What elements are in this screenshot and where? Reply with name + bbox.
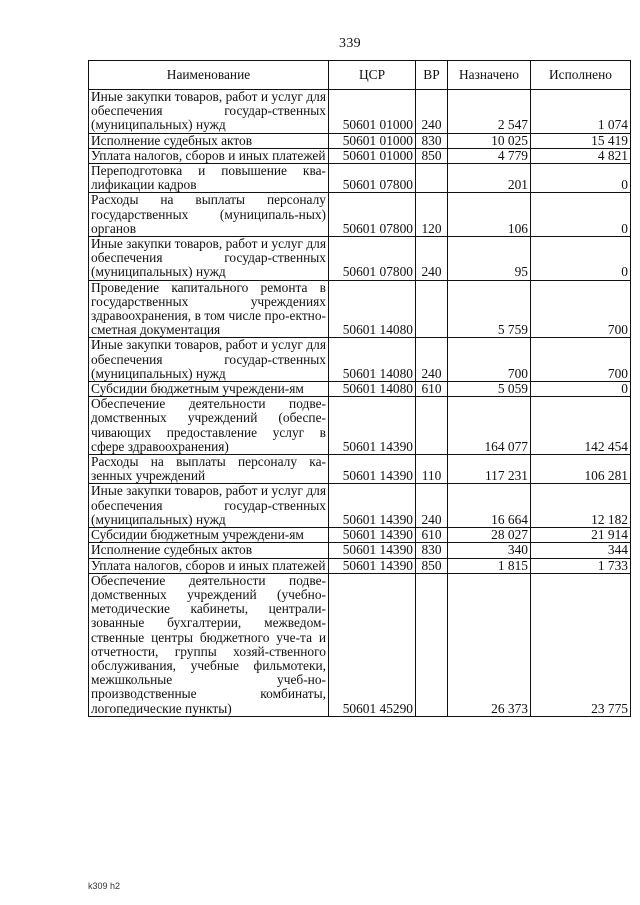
row-vr xyxy=(416,573,448,716)
table-row xyxy=(89,397,631,455)
header-assigned: Назначено xyxy=(448,61,531,90)
table-row xyxy=(89,280,631,338)
row-assigned: 5 759 xyxy=(448,280,531,338)
row-name: Иные закупки товаров, работ и услуг для обеспечения государ-ственных (муниципальных) нужд xyxy=(89,338,329,382)
row-assigned: 28 027 xyxy=(448,528,531,543)
budget-table xyxy=(88,60,631,717)
table-row xyxy=(89,543,631,558)
row-assigned: 117 231 xyxy=(448,455,531,484)
row-vr: 240 xyxy=(416,484,448,528)
row-executed: 0 xyxy=(531,382,631,397)
table-row xyxy=(89,193,631,237)
table-body xyxy=(89,90,631,717)
row-csr: 50601 14080 xyxy=(329,280,416,338)
row-name: Уплата налогов, сборов и иных платежей xyxy=(89,148,329,163)
row-executed: 23 775 xyxy=(531,573,631,716)
table-row xyxy=(89,382,631,397)
row-assigned: 201 xyxy=(448,164,531,193)
table-row xyxy=(89,133,631,148)
row-executed: 21 914 xyxy=(531,528,631,543)
table-row xyxy=(89,164,631,193)
row-vr: 240 xyxy=(416,237,448,281)
row-name: Уплата налогов, сборов и иных платежей xyxy=(89,558,329,573)
row-executed: 700 xyxy=(531,338,631,382)
row-executed: 106 281 xyxy=(531,455,631,484)
row-csr: 50601 01000 xyxy=(329,148,416,163)
row-executed: 700 xyxy=(531,280,631,338)
row-assigned: 106 xyxy=(448,193,531,237)
footer-code: k309 h2 xyxy=(88,881,121,891)
row-csr: 50601 07800 xyxy=(329,193,416,237)
row-vr: 610 xyxy=(416,528,448,543)
row-name: Исполнение судебных актов xyxy=(89,133,329,148)
row-assigned: 95 xyxy=(448,237,531,281)
row-executed: 344 xyxy=(531,543,631,558)
table-row xyxy=(89,455,631,484)
row-vr: 110 xyxy=(416,455,448,484)
table-row xyxy=(89,484,631,528)
row-vr: 830 xyxy=(416,543,448,558)
row-vr: 240 xyxy=(416,90,448,134)
row-assigned: 4 779 xyxy=(448,148,531,163)
row-vr: 120 xyxy=(416,193,448,237)
row-csr: 50601 14390 xyxy=(329,543,416,558)
row-executed: 15 419 xyxy=(531,133,631,148)
row-assigned: 10 025 xyxy=(448,133,531,148)
row-executed: 142 454 xyxy=(531,397,631,455)
table-row xyxy=(89,237,631,281)
row-vr xyxy=(416,280,448,338)
row-executed: 0 xyxy=(531,193,631,237)
row-assigned: 1 815 xyxy=(448,558,531,573)
row-vr: 850 xyxy=(416,148,448,163)
row-name: Иные закупки товаров, работ и услуг для обеспечения государ-ственных (муниципальных) нужд xyxy=(89,237,329,281)
row-name: Обеспечение деятельности подве-домственных учреждений (обеспе-чивающих предоставление услуг в сфере здравоохранения) xyxy=(89,397,329,455)
row-name: Субсидии бюджетным учреждени-ям xyxy=(89,382,329,397)
row-name: Иные закупки товаров, работ и услуг для обеспечения государ-ственных (муниципальных) нужд xyxy=(89,90,329,134)
row-executed: 4 821 xyxy=(531,148,631,163)
table-row xyxy=(89,148,631,163)
row-assigned: 164 077 xyxy=(448,397,531,455)
header-executed: Исполнено xyxy=(531,61,631,90)
header-name: Наименование xyxy=(89,61,329,90)
row-vr: 830 xyxy=(416,133,448,148)
row-csr: 50601 01000 xyxy=(329,133,416,148)
row-vr: 240 xyxy=(416,338,448,382)
row-name: Субсидии бюджетным учреждени-ям xyxy=(89,528,329,543)
table-row xyxy=(89,573,631,716)
row-name: Исполнение судебных актов xyxy=(89,543,329,558)
row-vr: 610 xyxy=(416,382,448,397)
header-csr: ЦСР xyxy=(329,61,416,90)
row-assigned: 16 664 xyxy=(448,484,531,528)
row-name: Иные закупки товаров, работ и услуг для обеспечения государ-ственных (муниципальных) нужд xyxy=(89,484,329,528)
row-name: Расходы на выплаты персоналу государственных (муниципаль-ных) органов xyxy=(89,193,329,237)
row-executed: 1 074 xyxy=(531,90,631,134)
row-vr: 850 xyxy=(416,558,448,573)
row-name: Проведение капитального ремонта в государственных учреждениях здравоохранения, в том числе про-ектно-сметная документация xyxy=(89,280,329,338)
page-number: 339 xyxy=(339,36,361,51)
row-csr: 50601 45290 xyxy=(329,573,416,716)
row-csr: 50601 14390 xyxy=(329,397,416,455)
row-csr: 50601 14080 xyxy=(329,382,416,397)
row-vr xyxy=(416,164,448,193)
row-executed: 12 182 xyxy=(531,484,631,528)
table-header xyxy=(89,61,631,90)
row-executed: 0 xyxy=(531,237,631,281)
row-csr: 50601 07800 xyxy=(329,164,416,193)
row-assigned: 700 xyxy=(448,338,531,382)
row-name: Переподготовка и повышение ква-лификации кадров xyxy=(89,164,329,193)
header-vr: ВР xyxy=(416,61,448,90)
row-assigned: 26 373 xyxy=(448,573,531,716)
row-csr: 50601 14390 xyxy=(329,484,416,528)
row-assigned: 5 059 xyxy=(448,382,531,397)
table-row xyxy=(89,558,631,573)
row-executed: 0 xyxy=(531,164,631,193)
row-assigned: 340 xyxy=(448,543,531,558)
row-csr: 50601 14080 xyxy=(329,338,416,382)
row-name: Обеспечение деятельности подве-домственных учреждений (учебно-методические кабинеты, централи-зованные бухгалтерии, межведом-ственные центры бюджетного уче-та и отчетности, группы хозяй-ственного обслуживания, учебные фильмотеки, межшкольные учеб-но-производственные комбинаты, логопедические пункты) xyxy=(89,573,329,716)
row-name: Расходы на выплаты персоналу ка-зенных учреждений xyxy=(89,455,329,484)
table-row xyxy=(89,90,631,134)
row-csr: 50601 14390 xyxy=(329,558,416,573)
row-csr: 50601 01000 xyxy=(329,90,416,134)
row-csr: 50601 07800 xyxy=(329,237,416,281)
table-row xyxy=(89,338,631,382)
row-vr xyxy=(416,397,448,455)
row-csr: 50601 14390 xyxy=(329,455,416,484)
table-row xyxy=(89,528,631,543)
header-row xyxy=(89,61,631,90)
row-assigned: 2 547 xyxy=(448,90,531,134)
row-csr: 50601 14390 xyxy=(329,528,416,543)
row-executed: 1 733 xyxy=(531,558,631,573)
